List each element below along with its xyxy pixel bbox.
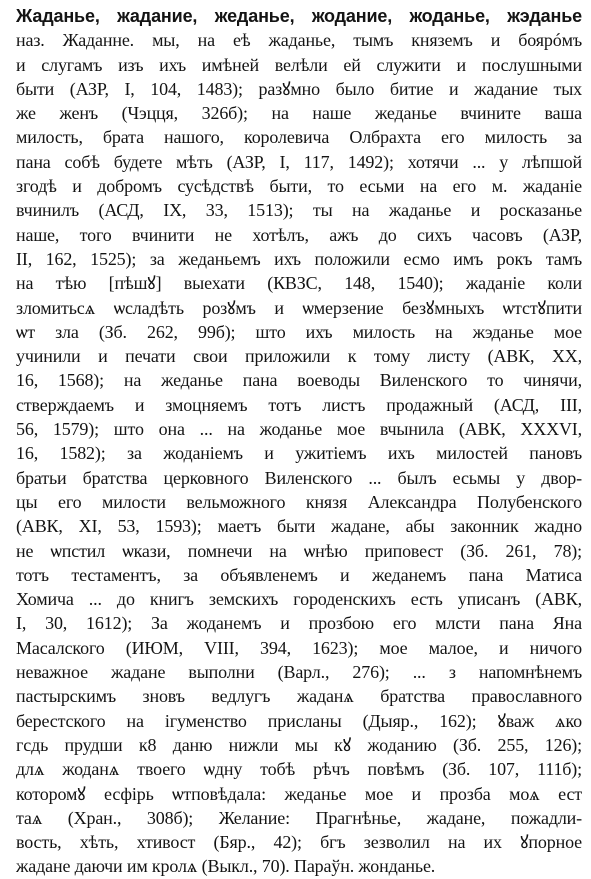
entry-text-line: братьи братства церковного Виленского ... былъ есьмы у двор- [16, 467, 582, 488]
entry-text-line: стверждаемъ и змоцняемъ тотъ листъ продажный (АСД, III, [16, 394, 582, 415]
entry-text-line: и слугамъ изъ ихъ имѣней велѣли ей служити и послушными [16, 54, 582, 75]
entry-text-line: таѧ (Хран., 308б); Желание: Прагнѣнье, жадане, пожадли- [16, 807, 582, 828]
entry-text-line: II, 162, 1525); за жеданьемъ ихъ положили есмо имъ рокъ тамъ [16, 248, 582, 269]
entry-text-line: гсдь прудши к8 даню нижли мы кꙋ жоданию (Зб. 255, 126); [16, 734, 582, 755]
entry-text-line: Хомича ... до книгъ земскихъ городенскихъ есть уписанъ (АВК, [16, 589, 582, 610]
entry-text-line: неважное жадане выполни (Варл., 276); ... з напомнѣнемъ [16, 662, 582, 683]
entry-text-line: милость, брата нашого, королевича Олбрахта его милость за [16, 127, 582, 148]
entry-text-line: жадане даючи им кролѧ (Выкл., 70). Параўн. жонданье. [16, 856, 436, 877]
entry-headword: Жаданье, жадание, жеданье, жодание, жоданье, жэданье [16, 6, 582, 26]
entry-text-line: зломитьсѧ ѡсладѣть розꙋмъ и ѡмерзение безꙋмныхъ ѡтстꙋпити [16, 297, 582, 318]
dictionary-entry [16, 4, 582, 879]
entry-text-line: ѡт зла (Зб. 262, 99б); што ихъ милость на жэданье мое [16, 321, 582, 342]
entry-text-line: длѧ жоданѧ твоего ѡдну тобѣ рѣчъ повѣмъ (Зб. 107, 111б); [16, 759, 582, 780]
entry-text-line: которомꙋ есфірь ѡтповѣдала: жеданье мое и прозба моѧ ест [16, 783, 582, 804]
entry-text-line: 16, 1582); за жоданіемъ и ужитіемъ ихъ милостей пановъ [16, 443, 582, 464]
entry-text-line: учинили и печати свои приложили к тому листу (АВК, XX, [16, 346, 582, 367]
entry-text-line: вчинилъ (АСД, IX, 33, 1513); ты на жаданье и росказанье [16, 200, 582, 221]
entry-text-line: пана собѣ будете мѣть (АЗР, I, 117, 1492); хотячи ... у лѣпшой [16, 151, 582, 172]
entry-text-line: на тѣю [пѣшꙋ] выехати (КВЗС, 148, 1540); жаданіе коли [16, 273, 582, 294]
entry-text-line: 56, 1579); што она ... на жоданье мое вчынила (АВК, XXXVI, [16, 419, 582, 440]
entry-text-line: не ѡпстил ѡкази, помнечи на ѡнѣю приповест (Зб. 261, 78); [16, 540, 582, 561]
entry-text-line: берестского на ігуменство присланы (Дыяр., 162); ꙋваж ѧко [16, 710, 582, 731]
entry-text-line: же женъ (Чэцця, 326б); на наше жеданье вчините ваша [16, 103, 582, 124]
entry-text-line: тотъ тестаментъ, за объявленемъ и жеданемъ пана Матиса [16, 564, 582, 585]
entry-text-line: пастырскимъ зновъ ведлугъ жаданѧ братства православного [16, 686, 582, 707]
entry-text-line: 16, 1568); на жеданье пана воеводы Виленского то чинячи, [16, 370, 582, 391]
entry-text-line: згодѣ и добромъ сусѣдствѣ быти, то есьми на его м. жаданіе [16, 176, 582, 197]
entry-text-line: быти (АЗР, I, 104, 1483); разꙋмно было битие и жадание тых [16, 78, 582, 99]
entry-text-line: I, 30, 1612); За жоданемъ и прозбою его млсти пана Яна [16, 613, 582, 634]
entry-text-line: Масалского (ИЮМ, VIII, 394, 1623); мое малое, и ничого [16, 637, 582, 658]
entry-text-line: цы его милости вельможного князя Александра Полубенского [16, 491, 582, 512]
entry-text-line: наше, того вчинити не хотѣлъ, ажъ до сихъ часовъ (АЗР, [16, 224, 582, 245]
entry-text-line: вость, хѣть, хтивост (Бяр., 42); бгъ зезволил на их ꙋпорное [16, 832, 582, 853]
entry-text-line: наз. Жаданне. мы, на еѣ жаданье, тымъ княземъ и боярóмъ [16, 30, 582, 51]
entry-text-line: (АВК, XI, 53, 1593); маетъ быти жадане, абы законник жадно [16, 516, 582, 537]
